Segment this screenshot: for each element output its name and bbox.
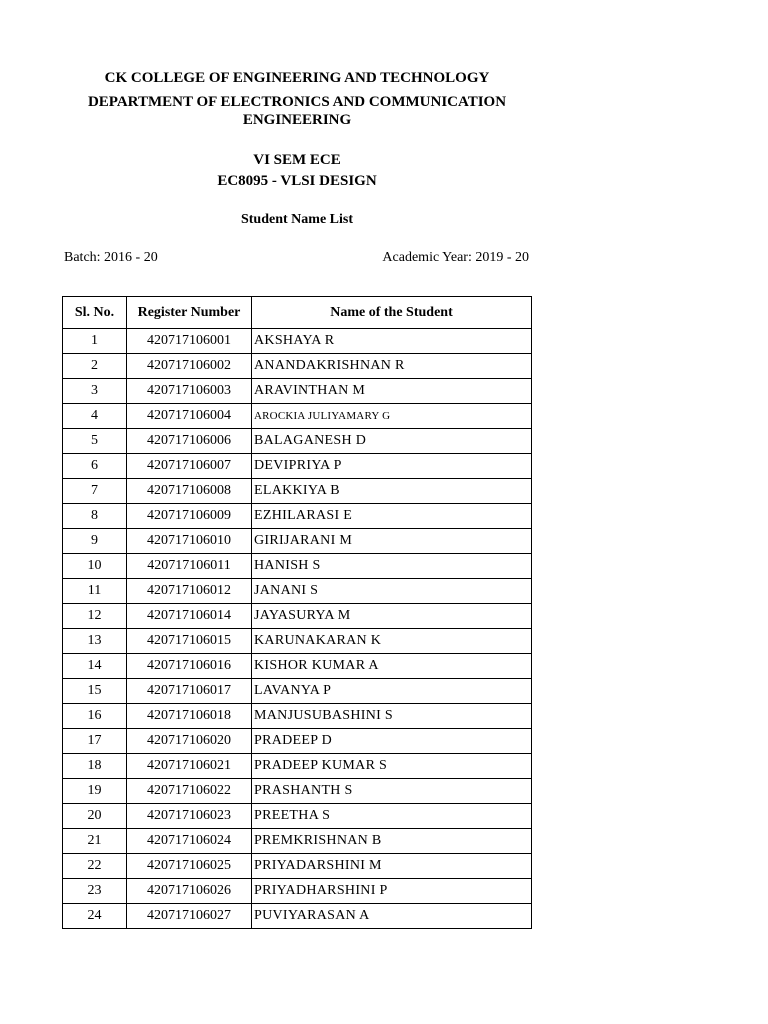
sl-no-cell: 11: [63, 579, 127, 604]
sl-no-cell: 2: [63, 354, 127, 379]
student-name-cell: AKSHAYA R: [252, 329, 532, 354]
register-number-cell: 420717106026: [127, 879, 252, 904]
table-row: [63, 754, 532, 779]
sl-no-cell: 18: [63, 754, 127, 779]
student-name-cell: EZHILARASI E: [252, 504, 532, 529]
student-name-cell: JAYASURYA M: [252, 604, 532, 629]
sl-no-cell: 1: [63, 329, 127, 354]
table-row: [63, 879, 532, 904]
student-name-cell: BALAGANESH D: [252, 429, 532, 454]
student-name-cell: PUVIYARASAN A: [252, 904, 532, 929]
student-name-cell: LAVANYA P: [252, 679, 532, 704]
register-number-cell: 420717106024: [127, 829, 252, 854]
sl-no-cell: 21: [63, 829, 127, 854]
register-number-cell: 420717106002: [127, 354, 252, 379]
register-number-cell: 420717106010: [127, 529, 252, 554]
register-number-cell: 420717106008: [127, 479, 252, 504]
course-title: EC8095 - VLSI DESIGN: [217, 173, 377, 189]
table-row: [63, 379, 532, 404]
register-number-cell: 420717106007: [127, 454, 252, 479]
register-number-cell: 420717106020: [127, 729, 252, 754]
sl-no-cell: 10: [63, 554, 127, 579]
register-number-cell: 420717106015: [127, 629, 252, 654]
register-number-cell: 420717106027: [127, 904, 252, 929]
table-row: [63, 504, 532, 529]
sl-no-cell: 3: [63, 379, 127, 404]
register-number-cell: 420717106022: [127, 779, 252, 804]
student-name-cell: PREMKRISHNAN B: [252, 829, 532, 854]
table-row: [63, 404, 532, 429]
register-number-cell: 420717106016: [127, 654, 252, 679]
table-row: [63, 904, 532, 929]
sl-no-cell: 13: [63, 629, 127, 654]
table-row: [63, 854, 532, 879]
table-header-row: [63, 297, 532, 329]
sl-no-cell: 5: [63, 429, 127, 454]
register-number-cell: 420717106017: [127, 679, 252, 704]
student-name-cell: PRADEEP D: [252, 729, 532, 754]
student-name-cell: ELAKKIYA B: [252, 479, 532, 504]
table-row: [63, 429, 532, 454]
semester-label: VI SEM ECE: [253, 152, 341, 168]
list-title: Student Name List: [240, 212, 353, 227]
student-name-cell: DEVIPRIYA P: [252, 454, 532, 479]
student-name-cell: PRASHANTH S: [252, 779, 532, 804]
sl-no-cell: 16: [63, 704, 127, 729]
student-name-cell: PRIYADARSHINI M: [252, 854, 532, 879]
table-row: [63, 804, 532, 829]
student-name-cell: HANISH S: [252, 554, 532, 579]
table-body: [63, 329, 532, 929]
student-name-cell: AROCKIA JULIYAMARY G: [252, 404, 532, 429]
column-header-register-number: Register Number: [127, 297, 252, 329]
column-header-student-name: Name of the Student: [252, 297, 532, 329]
register-number-cell: 420717106012: [127, 579, 252, 604]
sl-no-cell: 17: [63, 729, 127, 754]
student-name-cell: GIRIJARANI M: [252, 529, 532, 554]
register-number-cell: 420717106025: [127, 854, 252, 879]
register-number-cell: 420717106021: [127, 754, 252, 779]
table-row: [63, 579, 532, 604]
student-name-cell: PRADEEP KUMAR S: [252, 754, 532, 779]
register-number-cell: 420717106018: [127, 704, 252, 729]
table-row: [63, 779, 532, 804]
sl-no-cell: 8: [63, 504, 127, 529]
register-number-cell: 420717106011: [127, 554, 252, 579]
table-row: [63, 529, 532, 554]
college-name: CK COLLEGE OF ENGINEERING AND TECHNOLOGY: [104, 70, 490, 86]
academic-year-label: Academic Year: 2019 - 20: [382, 250, 529, 265]
register-number-cell: 420717106003: [127, 379, 252, 404]
sl-no-cell: 14: [63, 654, 127, 679]
register-number-cell: 420717106006: [127, 429, 252, 454]
student-name-cell: KARUNAKARAN K: [252, 629, 532, 654]
register-number-cell: 420717106009: [127, 504, 252, 529]
sl-no-cell: 4: [63, 404, 127, 429]
batch-label: Batch: 2016 - 20: [64, 250, 158, 265]
student-name-cell: MANJUSUBASHINI S: [252, 704, 532, 729]
student-name-cell: ARAVINTHAN M: [252, 379, 532, 404]
table-row: [63, 479, 532, 504]
table-row: [63, 679, 532, 704]
sl-no-cell: 9: [63, 529, 127, 554]
column-header-sl-no: Sl. No.: [63, 297, 127, 329]
sl-no-cell: 6: [63, 454, 127, 479]
table-row: [63, 329, 532, 354]
student-name-cell: PREETHA S: [252, 804, 532, 829]
sl-no-cell: 24: [63, 904, 127, 929]
department-name-line2: ENGINEERING: [242, 112, 352, 128]
student-name-cell: JANANI S: [252, 579, 532, 604]
student-name-cell: ANANDAKRISHNAN R: [252, 354, 532, 379]
table-row: [63, 454, 532, 479]
table-row: [63, 629, 532, 654]
table-row: [63, 554, 532, 579]
sl-no-cell: 7: [63, 479, 127, 504]
table-row: [63, 829, 532, 854]
register-number-cell: 420717106001: [127, 329, 252, 354]
sl-no-cell: 23: [63, 879, 127, 904]
table-row: [63, 604, 532, 629]
register-number-cell: 420717106023: [127, 804, 252, 829]
sl-no-cell: 22: [63, 854, 127, 879]
sl-no-cell: 19: [63, 779, 127, 804]
register-number-cell: 420717106014: [127, 604, 252, 629]
table-header: [63, 297, 532, 329]
student-name-cell: PRIYADHARSHINI P: [252, 879, 532, 904]
table-row: [63, 354, 532, 379]
department-name-line1: DEPARTMENT OF ELECTRONICS AND COMMUNICATION: [87, 94, 507, 110]
sl-no-cell: 15: [63, 679, 127, 704]
sl-no-cell: 20: [63, 804, 127, 829]
table-row: [63, 729, 532, 754]
sl-no-cell: 12: [63, 604, 127, 629]
student-name-cell: KISHOR KUMAR A: [252, 654, 532, 679]
register-number-cell: 420717106004: [127, 404, 252, 429]
table-row: [63, 654, 532, 679]
student-table: [62, 296, 532, 929]
table-row: [63, 704, 532, 729]
